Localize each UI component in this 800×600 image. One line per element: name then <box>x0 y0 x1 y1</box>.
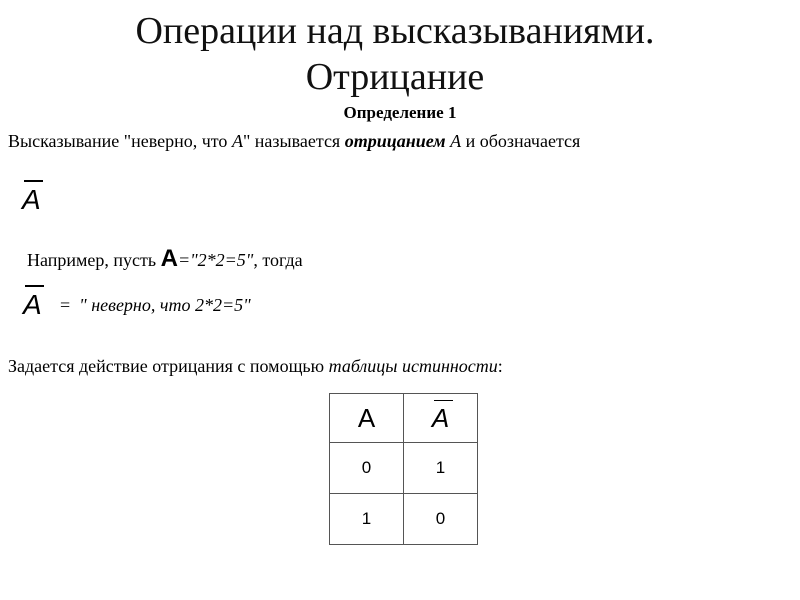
truth-intro-colon: : <box>497 356 503 376</box>
example-result-quote: " неверно, что <box>79 295 195 315</box>
overline <box>25 285 44 287</box>
overline <box>24 180 43 182</box>
definition-text-middle: " называется <box>242 131 345 151</box>
definition-text <box>8 131 580 152</box>
truth-table-row <box>330 494 478 545</box>
example-result <box>60 295 251 316</box>
truth-table-cell: 1 <box>404 443 478 494</box>
header-not-a-symbol <box>432 403 449 434</box>
definition-var-a2: A <box>445 131 462 151</box>
truth-table-header-not-a <box>404 394 478 443</box>
truth-table <box>329 393 478 545</box>
slide-title <box>0 8 790 100</box>
example-result-expression: 2*2=5" <box>194 295 251 315</box>
truth-table-cell: 0 <box>404 494 478 545</box>
negation-symbol-example-letter: A <box>23 289 42 320</box>
example-suffix: , тогда <box>253 250 303 270</box>
truth-table-header-a <box>330 394 404 443</box>
title-line-1: Операции над высказываниями. <box>135 10 655 52</box>
definition-text-after: и обозначается <box>461 131 581 151</box>
definition-text-before: Высказывание "неверно, что <box>8 131 232 151</box>
example-result-equals: = <box>60 295 71 315</box>
truth-intro-text: Задается действие отрицания с помощью <box>8 356 329 376</box>
truth-table-cell: 0 <box>330 443 404 494</box>
truth-intro-term: таблицы истинности <box>328 356 498 376</box>
header-a-label: A <box>357 402 376 433</box>
definition-heading: Определение 1 <box>343 103 457 122</box>
definition-var-a: A <box>231 131 243 151</box>
truth-table-cell: 1 <box>330 494 404 545</box>
negation-symbol-example <box>23 291 42 319</box>
header-not-a-label: A <box>431 402 450 433</box>
truth-table-header-row <box>330 394 478 443</box>
example-statement: ="2*2=5" <box>177 250 254 270</box>
example-line <box>27 245 303 273</box>
negation-symbol <box>22 186 41 214</box>
title-line-2: Отрицание <box>305 56 485 98</box>
definition-term: отрицанием <box>344 131 446 151</box>
example-prefix: Например, пусть <box>27 250 161 270</box>
negation-symbol-letter: A <box>22 184 41 215</box>
example-var-a: A <box>160 245 178 272</box>
truth-table-intro <box>8 356 503 377</box>
overline <box>434 400 453 402</box>
truth-table-row <box>330 443 478 494</box>
